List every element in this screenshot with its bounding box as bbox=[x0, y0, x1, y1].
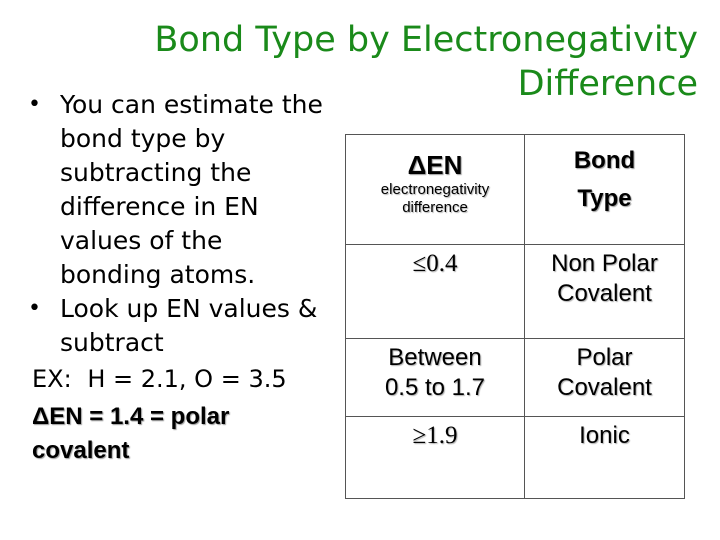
range-line2: 0.5 to 1.7 bbox=[384, 374, 486, 401]
range-line1: Between bbox=[388, 344, 482, 371]
header-bond-line1: Bond bbox=[573, 147, 636, 174]
header-bond-type bbox=[525, 135, 685, 245]
header-delta-en-label: ΔEN bbox=[407, 150, 463, 180]
cell-bond-type bbox=[525, 417, 685, 499]
explanation-panel bbox=[28, 88, 328, 468]
bond-type-line1: Non Polar bbox=[551, 250, 658, 277]
bond-type-table bbox=[345, 134, 685, 499]
bullet-text: Look up EN values & subtract bbox=[60, 294, 318, 357]
table-header-row bbox=[346, 135, 685, 245]
table-row bbox=[346, 245, 685, 339]
result-statement: ΔEN = 1.4 = polar covalent bbox=[32, 403, 230, 464]
bond-type-line2: Covalent bbox=[557, 374, 652, 401]
bond-type-line1: Ionic bbox=[579, 422, 630, 449]
cell-range bbox=[346, 245, 525, 339]
example-label: EX: bbox=[32, 365, 72, 393]
example-values: H = 2.1, O = 3.5 bbox=[87, 365, 287, 393]
header-subtitle-line2: difference bbox=[402, 199, 468, 216]
header-bond-line2: Type bbox=[577, 185, 632, 212]
cell-range bbox=[346, 339, 525, 417]
slide-title: Bond Type by Electronegativity Difference bbox=[154, 20, 698, 104]
range-value: ≥1.9 bbox=[412, 422, 458, 449]
bullet-dot: • bbox=[28, 296, 41, 321]
bullet-dot: • bbox=[28, 92, 41, 117]
header-delta-en bbox=[346, 135, 525, 245]
header-delta-en-subtitle bbox=[352, 181, 518, 217]
table-row bbox=[346, 339, 685, 417]
header-subtitle-line1: electronegativity bbox=[380, 181, 490, 198]
cell-bond-type bbox=[525, 339, 685, 417]
bond-type-line2: Covalent bbox=[557, 280, 652, 307]
cell-bond-type bbox=[525, 245, 685, 339]
table-row bbox=[346, 417, 685, 499]
cell-range bbox=[346, 417, 525, 499]
bullet-estimate bbox=[28, 88, 328, 292]
example-line bbox=[28, 362, 328, 396]
range-value: ≤0.4 bbox=[412, 250, 458, 277]
bullet-text: You can estimate the bond type by subtracting the difference in EN values of the bonding atoms. bbox=[60, 90, 323, 289]
bullet-lookup bbox=[28, 292, 328, 360]
bond-type-line1: Polar bbox=[576, 344, 633, 371]
